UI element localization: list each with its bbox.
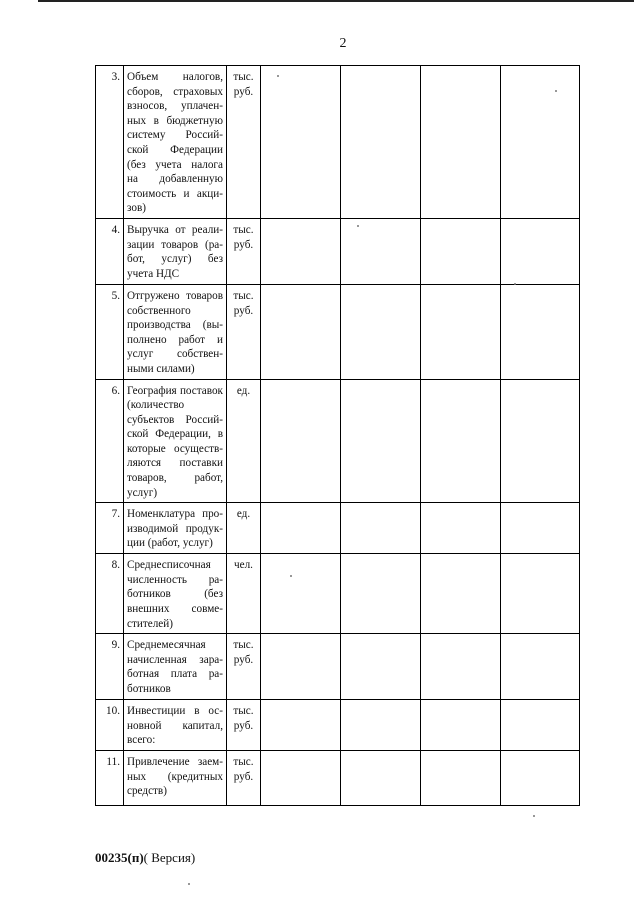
page-number: 2 [339,36,347,51]
value-cell[interactable] [341,700,421,751]
indicators-table [95,65,580,806]
value-cell[interactable] [501,284,580,379]
table-row [96,751,580,806]
footer-version [95,850,195,866]
value-cell[interactable] [421,554,501,634]
unit-cell: тыс. руб. [227,700,261,751]
value-cell[interactable] [501,700,580,751]
indicator-name: Объем налогов, сборов, страховых взносов, уплаченных в бюджетную систему Российской Федерации (без учета налога на добавленную стоимость и акцизов) [124,66,227,219]
unit-cell: тыс. руб. [227,218,261,284]
table-row [96,554,580,634]
value-cell[interactable] [341,554,421,634]
value-cell[interactable] [261,284,341,379]
scan-speck [514,283,516,285]
value-cell[interactable] [261,634,341,700]
table-row [96,503,580,554]
value-cell[interactable] [261,66,341,219]
indicator-name: Выручка от реализации товаров (работ, услуг) без учета НДС [124,218,227,284]
value-cell[interactable] [501,379,580,503]
indicators-table-body [96,66,580,806]
scan-speck [555,90,557,92]
value-cell[interactable] [341,218,421,284]
scan-speck [188,883,190,885]
indicator-name: Привлечение заемных (кредитных средств) [124,751,227,806]
value-cell[interactable] [501,554,580,634]
value-cell[interactable] [261,503,341,554]
indicator-name: География поставок (количество субъектов Российской Федерации, в которые осуществляются поставки товаров, работ, услуг) [124,379,227,503]
indicator-name: Номенклатура производимой продукции (работ, услуг) [124,503,227,554]
value-cell[interactable] [421,379,501,503]
row-number: 5. [96,284,124,379]
indicator-name: Среднесписочная численность работников (без внешних совместителей) [124,554,227,634]
value-cell[interactable] [261,218,341,284]
scan-speck [277,75,279,77]
value-cell[interactable] [501,503,580,554]
row-number: 4. [96,218,124,284]
value-cell[interactable] [421,284,501,379]
table-row [96,634,580,700]
value-cell[interactable] [421,634,501,700]
value-cell[interactable] [501,218,580,284]
value-cell[interactable] [501,634,580,700]
row-number: 8. [96,554,124,634]
unit-cell: тыс. руб. [227,634,261,700]
row-number: 11. [96,751,124,806]
footer-suffix: ( Версия) [143,850,196,865]
scan-speck [290,575,292,577]
unit-cell: чел. [227,554,261,634]
value-cell[interactable] [421,700,501,751]
row-number: 3. [96,66,124,219]
row-number: 9. [96,634,124,700]
table-row [96,379,580,503]
value-cell[interactable] [501,66,580,219]
row-number: 7. [96,503,124,554]
value-cell[interactable] [341,503,421,554]
indicator-name: Отгружено товаров собственного производства (выполнено работ и услуг собственными силами) [124,284,227,379]
value-cell[interactable] [501,751,580,806]
scan-speck [357,225,359,227]
indicator-name: Среднемесячная начисленная заработная плата работников [124,634,227,700]
value-cell[interactable] [261,751,341,806]
value-cell[interactable] [261,554,341,634]
table-row [96,218,580,284]
value-cell[interactable] [421,218,501,284]
row-number: 6. [96,379,124,503]
table-row [96,66,580,219]
value-cell[interactable] [341,284,421,379]
value-cell[interactable] [421,751,501,806]
value-cell[interactable] [341,634,421,700]
value-cell[interactable] [341,751,421,806]
row-number: 10. [96,700,124,751]
value-cell[interactable] [261,379,341,503]
top-rule [38,0,634,2]
value-cell[interactable] [421,66,501,219]
table-row [96,700,580,751]
unit-cell: тыс. руб. [227,66,261,219]
footer-code: 00235(п) [95,850,144,865]
unit-cell: ед. [227,379,261,503]
value-cell[interactable] [261,700,341,751]
value-cell[interactable] [421,503,501,554]
table-row [96,284,580,379]
scan-speck [533,815,535,817]
unit-cell: тыс. руб. [227,751,261,806]
unit-cell: ед. [227,503,261,554]
unit-cell: тыс. руб. [227,284,261,379]
value-cell[interactable] [341,66,421,219]
indicator-name: Инвестиции в основной капитал, всего: [124,700,227,751]
value-cell[interactable] [341,379,421,503]
